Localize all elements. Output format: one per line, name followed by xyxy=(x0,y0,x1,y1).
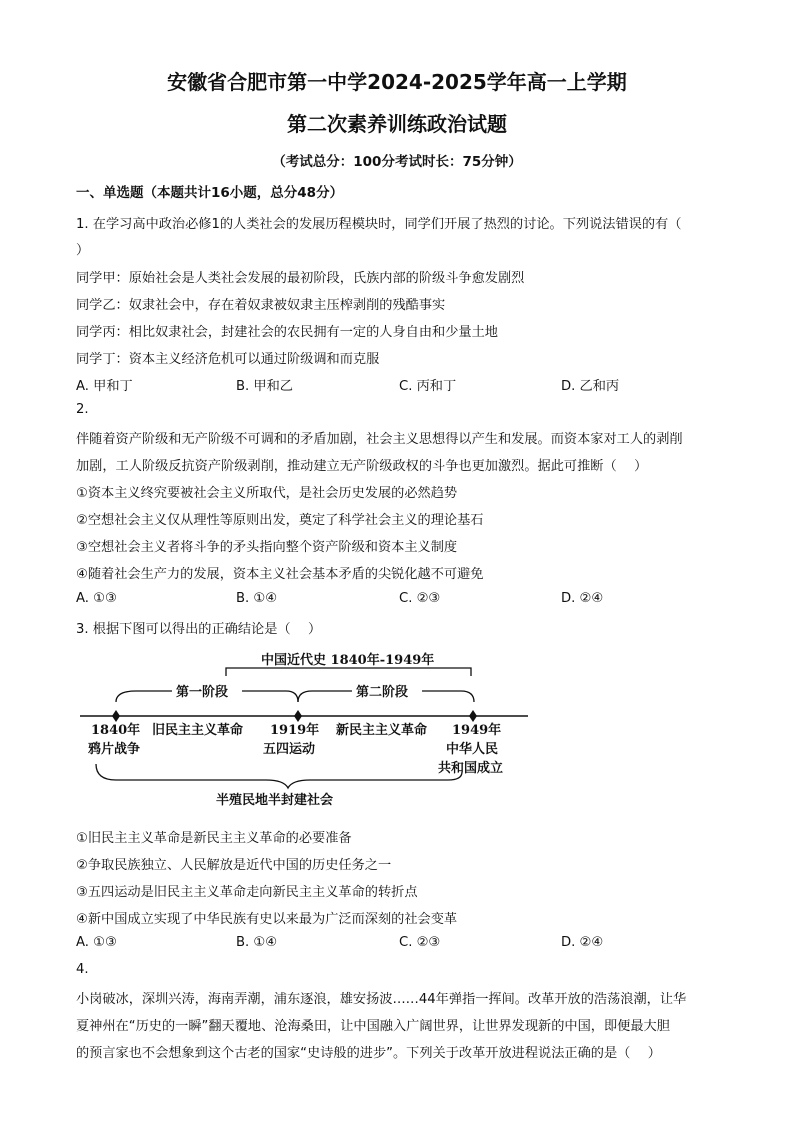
q2-statement-1: ①资本主义终究要被社会主义所取代，是社会历史发展的必然趋势 xyxy=(76,486,458,501)
q4-number: 4. xyxy=(76,962,89,977)
q3-statement-4: ④新中国成立实现了中华民族有史以来最为广泛而深刻的社会变革 xyxy=(76,912,458,927)
q1-option-b[interactable]: B. 甲和乙 xyxy=(236,379,293,394)
q2-stem-line2: 加剧，工人阶级反抗资产阶级剥削，推动建立无产阶级政权的斗争也更加激烈。据此可推断（ ） xyxy=(76,459,648,474)
q1-statement-4: 同学丁：资本主义经济危机可以通过阶级调和而克服 xyxy=(76,352,380,367)
exam-title-line2: 第二次素养训练政治试题 xyxy=(287,112,507,136)
event-1949-line1: 中华人民 xyxy=(446,742,499,757)
q3-option-a[interactable]: A. ①③ xyxy=(76,935,117,950)
q1-option-c[interactable]: C. 丙和丁 xyxy=(399,379,457,394)
year-1840: 1840年 xyxy=(91,723,141,738)
stage2-label: 第二阶段 xyxy=(356,685,409,700)
q2-stem-line1: 伴随着资产阶级和无产阶级不可调和的矛盾加剧，社会主义思想得以产生和发展。而资本家对工人的剥削 xyxy=(76,432,683,447)
exam-info: （考试总分：100分考试时长：75分钟） xyxy=(272,154,522,170)
q2-statement-3: ③空想社会主义者将斗争的矛头指向整个资产阶级和资本主义制度 xyxy=(76,540,458,555)
q3-statement-1: ①旧民主主义革命是新民主主义革命的必要准备 xyxy=(76,831,352,846)
q1-option-d[interactable]: D. 乙和丙 xyxy=(561,379,620,394)
q1-statement-1: 同学甲：原始社会是人类社会发展的最初阶段，氏族内部的阶级斗争愈发剧烈 xyxy=(76,271,525,286)
event-1840: 鸦片战争 xyxy=(88,742,141,757)
diagram-bottom-label: 半殖民地半封建社会 xyxy=(216,793,334,808)
year-1919: 1919年 xyxy=(270,723,320,738)
q4-stem-line1: 小岗破冰，深圳兴涛，海南弄潮，浦东逐浪，雄安扬波……44年弹指一挥间。改革开放的浩荡浪潮，让华 xyxy=(76,992,687,1007)
q2-statement-2: ②空想社会主义仅从理性等原则出发，奠定了科学社会主义的理论基石 xyxy=(76,513,484,528)
diagram-top-label: 中国近代史 1840年-1949年 xyxy=(261,653,435,668)
q1-statement-3: 同学丙：相比奴隶社会，封建社会的农民拥有一定的人身自由和少量土地 xyxy=(76,325,498,340)
brace-top xyxy=(226,668,471,676)
event-1919: 五四运动 xyxy=(263,742,316,757)
new-revolution-label: 新民主主义革命 xyxy=(336,723,428,738)
marker-1840 xyxy=(112,710,120,722)
stage1-label: 第一阶段 xyxy=(176,685,229,700)
q2-statement-4: ④随着社会生产力的发展，资本主义社会基本矛盾的尖锐化越不可避免 xyxy=(76,567,484,582)
history-timeline-diagram xyxy=(76,646,536,816)
brace-bottom xyxy=(96,764,462,788)
marker-1919 xyxy=(294,710,302,722)
q3-option-c[interactable]: C. ②③ xyxy=(399,935,441,950)
q3-statement-3: ③五四运动是旧民主主义革命走向新民主主义革命的转折点 xyxy=(76,885,418,900)
marker-1949 xyxy=(469,710,477,722)
event-1949-line2: 共和国成立 xyxy=(438,761,504,776)
q1-statement-2: 同学乙：奴隶社会中，存在着奴隶被奴隶主压榨剥削的残酷事实 xyxy=(76,298,446,313)
q3-option-d[interactable]: D. ②④ xyxy=(561,935,604,950)
q2-option-b[interactable]: B. ①④ xyxy=(236,591,278,606)
q1-stem-line2: ） xyxy=(76,243,90,258)
old-revolution-label: 旧民主主义革命 xyxy=(152,723,244,738)
section-heading: 一、单选题（本题共计16小题，总分48分） xyxy=(76,185,344,201)
q4-stem-line2: 夏神州在“历史的一瞬”翻天覆地、沧海桑田，让中国融入广阔世界，让世界发现新的中国，即便最大胆 xyxy=(76,1019,670,1034)
q3-statement-2: ②争取民族独立、人民解放是近代中国的历史任务之一 xyxy=(76,858,392,873)
q3-stem: 3. 根据下图可以得出的正确结论是（ ） xyxy=(76,622,322,637)
q2-number: 2. xyxy=(76,402,89,417)
year-1949: 1949年 xyxy=(452,723,502,738)
q1-stem-line1: 1. 在学习高中政治必修1的人类社会的发展历程模块时，同学们开展了热烈的讨论。下列说法错误的有（ xyxy=(76,217,682,232)
q3-option-b[interactable]: B. ①④ xyxy=(236,935,278,950)
exam-title-line1: 安徽省合肥市第一中学2024-2025学年高一上学期 xyxy=(167,70,627,94)
q2-option-c[interactable]: C. ②③ xyxy=(399,591,441,606)
q2-option-d[interactable]: D. ②④ xyxy=(561,591,604,606)
q4-stem-line3: 的预言家也不会想象到这个古老的国家“史诗般的进步”。下列关于改革开放进程说法正确的是（ ） xyxy=(76,1046,661,1061)
q2-option-a[interactable]: A. ①③ xyxy=(76,591,117,606)
q1-option-a[interactable]: A. 甲和丁 xyxy=(76,379,133,394)
